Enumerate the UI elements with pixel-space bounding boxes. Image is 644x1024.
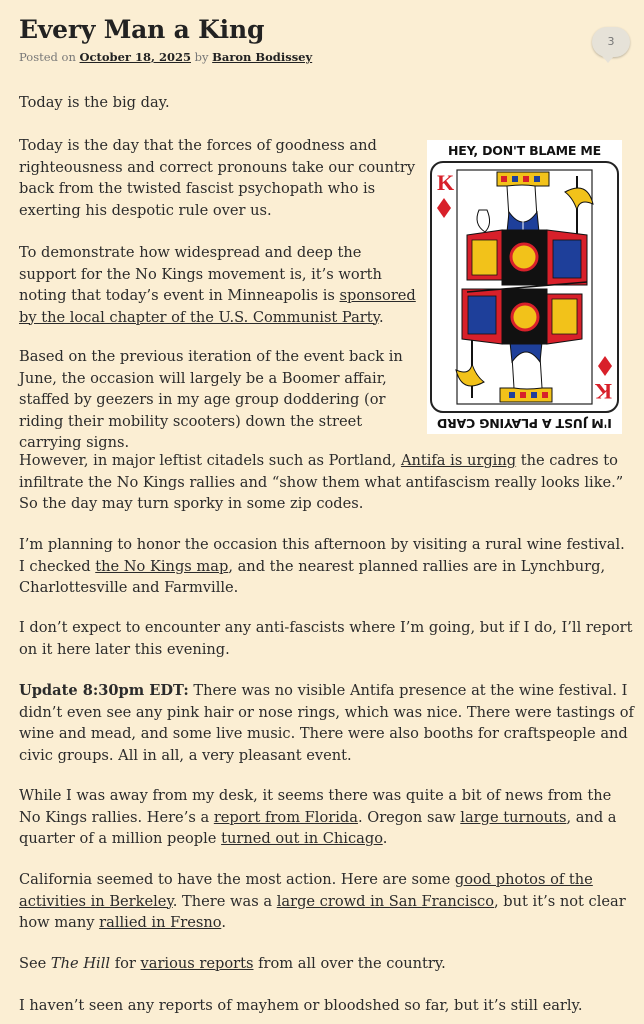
paragraph <box>19 242 419 328</box>
communist-party-link[interactable]: sponsored by the local chapter of the U.S. Communist Party <box>19 287 416 326</box>
paragraph-text: I haven’t seen any reports of mayhem or bloodshed so far, but it’s still early. <box>19 997 583 1014</box>
paragraph-text: While I was away from my desk, it seems there was quite a bit of news from the No Kings rallies. Here’s a <box>19 787 612 826</box>
paragraph <box>19 135 419 221</box>
various-reports-link[interactable]: various reports <box>140 955 254 972</box>
florida-report-link[interactable]: report from Florida <box>213 808 358 826</box>
paragraph <box>19 785 635 850</box>
paragraph <box>19 617 635 660</box>
by-label: by <box>194 50 209 64</box>
paragraph-text: Today is the big day. <box>19 94 170 111</box>
paragraph <box>19 953 635 975</box>
post-title[interactable]: Every Man a King <box>19 15 265 44</box>
paragraph-text: See <box>19 955 51 972</box>
fresno-link[interactable]: rallied in Fresno <box>99 914 222 931</box>
paragraph-text: . <box>378 308 384 326</box>
paragraph-text: , but it’s not clear how many <box>19 892 626 931</box>
image-top-caption: HEY, DON'T BLAME ME <box>448 143 601 158</box>
antifa-urging-link[interactable]: Antifa is urging <box>400 452 517 469</box>
paragraph <box>19 450 635 515</box>
no-kings-map-link[interactable]: the No Kings map <box>95 557 229 575</box>
paragraph-text: There was no visible Antifa presence at the wine festival. I didn’t even see any pink hair or nose rings, which was nice. There were tastings of wine and mead, and some live music. There were also booths for craftspeople and civic groups. All in all, a very pleasant event. <box>19 682 634 764</box>
paragraph-text: , and the nearest planned rallies are in Lynchburg, Charlottesville and Farmville. <box>19 557 606 596</box>
paragraph <box>19 995 635 1017</box>
large-turnouts-link[interactable]: large turnouts <box>460 808 567 826</box>
paragraph-text: , and a quarter of a million people <box>19 808 617 847</box>
paragraph <box>19 346 419 454</box>
paragraph-text: Today is the day that the forces of goodness and righteousness and correct pronouns take our country back from the twisted fascist psychopath who is exerting his despotic rule over us. <box>19 137 416 219</box>
paragraph-text: I’m planning to honor the occasion this afternoon by visiting a rural wine festival. I checked <box>19 536 625 575</box>
chicago-link[interactable]: turned out in Chicago <box>221 830 383 847</box>
paragraph-text: from all over the country. <box>253 955 446 972</box>
paragraph <box>19 869 635 934</box>
image-bottom-caption: I'M JUST A PLAYING CARD <box>437 416 612 431</box>
paragraph-text: . <box>382 830 388 847</box>
paragraph-text: . <box>221 914 226 931</box>
post-date-link[interactable]: October 18, 2025 <box>79 50 191 64</box>
king-card-image <box>427 140 622 434</box>
berkeley-photos-link[interactable]: good photos of the activities in Berkeley <box>19 871 593 910</box>
paragraph-text: for <box>110 955 141 972</box>
update-label: Update 8:30pm EDT: <box>19 682 189 699</box>
comment-count: 3 <box>607 35 615 48</box>
king-of-diamonds-icon <box>427 140 622 434</box>
paragraph-text: . There was a <box>172 892 277 910</box>
svg-text:K: K <box>437 170 455 195</box>
post-meta <box>19 50 635 64</box>
paragraph <box>19 92 635 114</box>
paragraph-text: California seemed to have the most action. Here are some <box>19 871 455 888</box>
paragraph-text: . Oregon saw <box>357 808 461 826</box>
posted-on-label: Posted on <box>19 50 76 64</box>
the-hill-title: The Hill <box>50 955 111 972</box>
paragraph-text: However, in major leftist citadels such as Portland, <box>19 452 401 469</box>
paragraph-text: Based on the previous iteration of the event back in June, the occasion will largely be a Boomer affair, staffed by geezers in my age group doddering (or riding their mobility scooters) down the street carrying signs. <box>19 348 403 451</box>
svg-text:K: K <box>594 379 612 404</box>
paragraph-text: To demonstrate how widespread and deep the support for the No Kings movement is, it’s worth noting that today’s event in Minneapolis is <box>19 244 382 304</box>
paragraph-text: the cadres to infiltrate the No Kings rallies and “show them what antifascism really looks like.” So the day may turn sporky in some zip codes. <box>19 452 624 512</box>
san-francisco-link[interactable]: large crowd in San Francisco <box>276 892 495 910</box>
paragraph <box>19 534 635 599</box>
paragraph <box>19 680 635 766</box>
author-link[interactable]: Baron Bodissey <box>212 50 313 64</box>
paragraph-text: I don’t expect to encounter any anti-fascists where I’m going, but if I do, I’ll report on it here later this evening. <box>19 619 633 658</box>
